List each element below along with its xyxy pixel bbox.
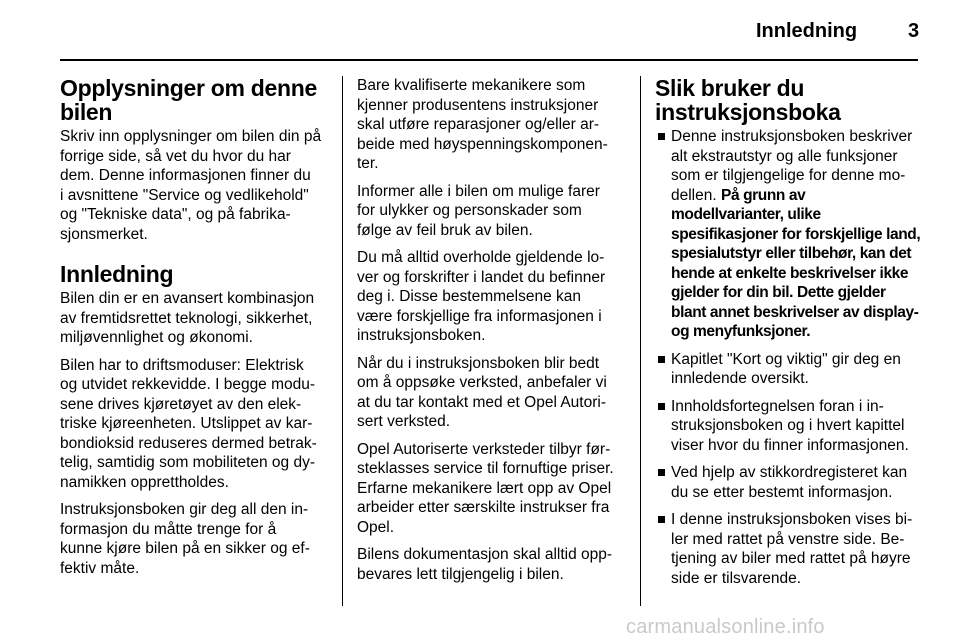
- text-line: skal utføre reparasjoner og/eller ar-: [357, 116, 600, 133]
- section-heading-introduction: Innledning: [60, 261, 174, 287]
- bold-text-line: gjelder for din bil. Dette gjelder: [671, 284, 886, 301]
- list-item: [655, 127, 925, 342]
- paragraph: [357, 76, 627, 174]
- text-line: du se etter bestemt informasjon.: [671, 483, 893, 501]
- text-line: ver og forskrifter i landet du befinner: [357, 268, 606, 286]
- text-line: Bilen har to driftsmoduser: Elektrisk: [60, 356, 304, 374]
- text-line: være forskjellige fra informasjonen i: [357, 307, 602, 325]
- text-line: Bilens dokumentasjon skal alltid opp-: [357, 546, 613, 563]
- page-number: 3: [908, 20, 920, 42]
- section-heading-vehicle-info: [60, 76, 330, 124]
- text-line: struksjonsboken og i hvert kapittel: [671, 417, 905, 434]
- square-bullet-icon: [658, 469, 665, 476]
- paragraph: [357, 354, 627, 432]
- text-line: Du må alltid overholde gjeldende lo-: [357, 249, 605, 266]
- column-divider-2: [640, 76, 641, 606]
- text-line: av fremtidsrettet teknologi, sikkerhet,: [60, 309, 313, 327]
- text-line: beide med høyspenningskomponen-: [357, 135, 608, 153]
- text-line: og utvidet rekkevidde. I begge modu-: [60, 376, 316, 393]
- text-line: at du tar kontakt med et Opel Autori-: [357, 393, 606, 411]
- bold-text-line: og menyfunksjoner.: [671, 323, 811, 340]
- text-line: som er tilgjengelige for denne mo-: [671, 167, 906, 184]
- text-line: og "Tekniske data", og på fabrika-: [60, 206, 291, 223]
- heading-line: bilen: [60, 99, 113, 125]
- text-line: arbeider etter særskilte instrukser fra: [357, 499, 610, 516]
- text-line: Erfarne mekanikere lært opp av Opel: [357, 479, 612, 497]
- text-line: bevares lett tilgjengelig i bilen.: [357, 565, 564, 583]
- paragraph: [357, 545, 627, 584]
- bold-text-line: På grunn av: [721, 186, 806, 204]
- bold-text-line: blant annet beskrivelser av display-: [671, 303, 919, 321]
- paragraph: [60, 356, 330, 493]
- column-1: [60, 76, 330, 586]
- paragraph: [357, 248, 627, 346]
- text-line: dellen.: [671, 186, 717, 204]
- text-line: formasjon du måtte trenge for å: [60, 520, 277, 538]
- text-line: I denne instruksjonsboken vises bi-: [671, 511, 913, 528]
- heading-line: Opplysninger om denne: [60, 75, 317, 101]
- text-line: Når du i instruksjonsboken blir bedt: [357, 354, 600, 372]
- text-line: Skriv inn opplysninger om bilen din på: [60, 128, 322, 145]
- text-line: for ulykker og personskader som: [357, 202, 582, 219]
- text-line: tjening av biler med rattet på høyre: [671, 550, 911, 567]
- text-line: ler med rattet på venstre side. Be-: [671, 530, 905, 548]
- text-line: viser hvor du finner informasjonen.: [671, 436, 909, 454]
- list-item: [655, 350, 925, 389]
- square-bullet-icon: [658, 403, 665, 410]
- watermark: carmanualsonline.info: [626, 616, 825, 638]
- text-line: fektiv måte.: [60, 559, 140, 577]
- text-line: ter.: [357, 155, 379, 172]
- text-line: side er tilsvarende.: [671, 569, 802, 587]
- bold-text-line: hende at enkelte beskrivelser ikke: [671, 264, 909, 282]
- text-line: deg i. Disse bestemmelsene kan: [357, 288, 582, 305]
- square-bullet-icon: [658, 516, 665, 523]
- heading-line: instruksjonsboka: [655, 99, 841, 125]
- paragraph: [357, 440, 627, 538]
- text-line: kjenner produsentens instruksjoner: [357, 96, 599, 114]
- header-title: Innledning: [756, 20, 858, 42]
- heading-line: Slik bruker du: [655, 75, 805, 101]
- column-divider-1: [342, 76, 343, 606]
- text-line: namikken opprettholdes.: [60, 473, 229, 491]
- header-rule: [60, 59, 918, 61]
- text-line: følge av feil bruk av bilen.: [357, 221, 533, 239]
- column-2: [357, 76, 627, 592]
- bullet-list: [655, 127, 925, 588]
- text-line: Ved hjelp av stikkordregisteret kan: [671, 464, 908, 481]
- square-bullet-icon: [658, 133, 665, 140]
- paragraph: [60, 500, 330, 578]
- text-line: Innholdsfortegnelsen foran i in-: [671, 397, 884, 415]
- paragraph: [60, 289, 330, 348]
- text-line: innledende oversikt.: [671, 370, 809, 387]
- text-line: steklasses service til fornuftige priser.: [357, 460, 614, 477]
- list-item: [655, 397, 925, 456]
- text-line: Opel Autoriserte verksteder tilbyr før-: [357, 440, 611, 458]
- text-line: instruksjonsboken.: [357, 327, 486, 344]
- text-line: bondioksid reduseres dermed betrak-: [60, 434, 317, 452]
- list-item: [655, 510, 925, 588]
- bold-text-line: modellvarianter, ulike: [671, 206, 821, 223]
- text-line: sene drives kjøretøyet av den elek-: [60, 395, 302, 413]
- list-item: [655, 463, 925, 502]
- text-line: Denne instruksjonsboken beskriver: [671, 128, 913, 145]
- text-line: sjonsmerket.: [60, 225, 148, 243]
- text-line: i avsnittene "Service og vedlikehold": [60, 186, 309, 204]
- text-line: Informer alle i bilen om mulige farer: [357, 182, 600, 200]
- text-line: Instruksjonsboken gir deg all den in-: [60, 501, 309, 518]
- bold-text-line: spesifikasjoner for forskjellige land,: [671, 225, 921, 243]
- text-line: Kapitlet "Kort og viktig" gir deg en: [671, 350, 901, 368]
- text-line: Bilen din er en avansert kombinasjon: [60, 290, 315, 307]
- text-line: telig, samtidig som mobiliteten og dy-: [60, 454, 316, 471]
- section-heading-how-to-use: [655, 76, 925, 124]
- text-line: om å oppsøke verksted, anbefaler vi: [357, 374, 607, 391]
- text-line: Opel.: [357, 518, 395, 536]
- text-line: triske kjøreenheten. Utslippet av kar-: [60, 415, 313, 432]
- text-line: dem. Denne informasjonen finner du: [60, 167, 311, 184]
- bold-text-line: spesialutstyr eller tilbehør, kan det: [671, 245, 912, 262]
- text-line: Bare kvalifiserte mekanikere som: [357, 77, 586, 94]
- column-3: [655, 76, 925, 596]
- paragraph: [60, 127, 330, 244]
- text-line: sert verksted.: [357, 413, 451, 430]
- text-line: kunne kjøre bilen på en sikker og ef-: [60, 540, 310, 557]
- text-line: alt ekstrautstyr og alle funksjoner: [671, 147, 898, 165]
- text-line: miljøvennlighet og økonomi.: [60, 329, 253, 346]
- square-bullet-icon: [658, 356, 665, 363]
- text-line: forrige side, så vet du hvor du har: [60, 147, 291, 165]
- paragraph: [357, 182, 627, 241]
